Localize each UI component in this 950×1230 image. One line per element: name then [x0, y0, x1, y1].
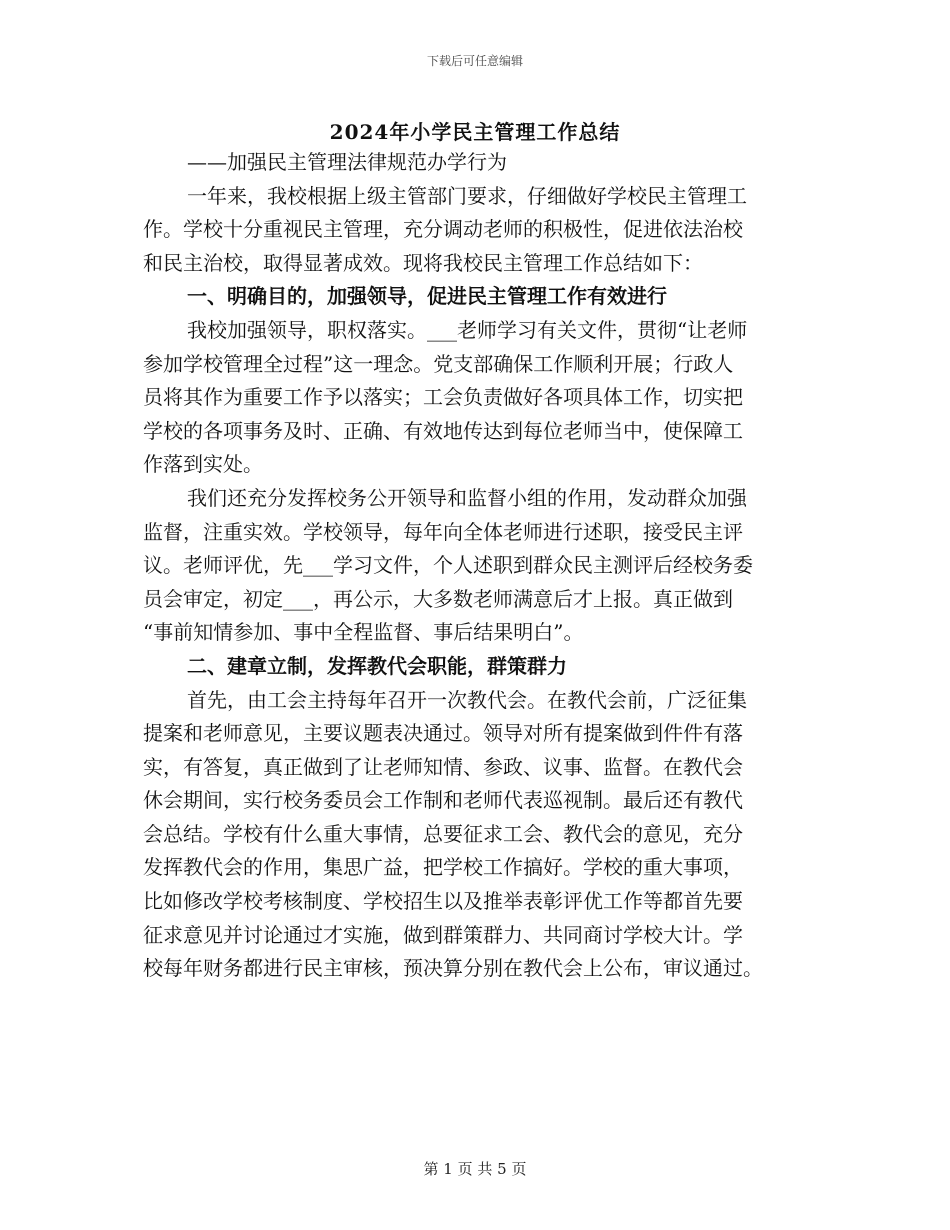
page-footer: 第 1 页 共 5 页: [423, 1160, 527, 1178]
section-heading: 二、建章立制，发挥教代会职能，群策群力: [187, 653, 567, 678]
paragraph-line: 和民主治校，取得显著成效。现将我校民主管理工作总结如下：: [143, 250, 703, 275]
paragraph-line: 我校加强领导，职权落实。___老师学习有关文件，贯彻“让老师: [187, 317, 748, 342]
paragraph-line: 发挥教代会的作用，集思广益，把学校工作搞好。学校的重大事项，: [143, 855, 743, 880]
paragraph-line: 员会审定，初定___，再公示，大多数老师满意后才上报。真正做到: [143, 586, 733, 611]
document-title: 2024年小学民主管理工作总结: [329, 120, 621, 144]
section-heading: 一、明确目的，加强领导，促进民主管理工作有效进行: [187, 284, 667, 309]
paragraph-line: 议。老师评优，先___学习文件，个人述职到群众民主测评后经校务委: [143, 553, 753, 578]
paragraph-line: 员将其作为重要工作予以落实；工会负责做好各项具体工作，切实把: [143, 385, 743, 410]
paragraph-line: 参加学校管理全过程”这一理念。党支部确保工作顺利开展；行政人: [143, 351, 734, 376]
paragraph-line: 一年来，我校根据上级主管部门要求，仔细做好学校民主管理工: [187, 183, 747, 208]
paragraph-line: 作落到实处。: [143, 452, 263, 477]
paragraph-line: 提案和老师意见，主要议题表决通过。领导对所有提案做到件件有落: [143, 721, 743, 746]
paragraph-line: 会总结。学校有什么重大事情，总要征求工会、教代会的意见，充分: [143, 821, 743, 846]
paragraph-line: 比如修改学校考核制度、学校招生以及推举表彰评优工作等都首先要: [143, 889, 743, 914]
header-note: 下载后可任意编辑: [426, 54, 523, 68]
paragraph-line: 校每年财务都进行民主审核，预决算分别在教代会上公布，审议通过。: [143, 956, 763, 981]
paragraph-line: 征求意见并讨论通过才实施，做到群策群力、共同商讨学校大计。学: [143, 922, 743, 947]
paragraph-line: 休会期间，实行校务委员会工作制和老师代表巡视制。最后还有教代: [143, 788, 743, 813]
document-body: [143, 146, 813, 986]
subtitle-line: ——加强民主管理法律规范办学行为: [187, 150, 507, 174]
paragraph-line: 首先，由工会主持每年召开一次教代会。在教代会前，广泛征集: [187, 687, 747, 712]
paragraph-line: 实，有答复，真正做到了让老师知情、参政、议事、监督。在教代会: [143, 754, 743, 779]
paragraph-line: 我们还充分发挥校务公开领导和监督小组的作用，发动群众加强: [187, 485, 747, 510]
paragraph-line: 学校的各项事务及时、正确、有效地传达到每位老师当中，使保障工: [143, 418, 743, 443]
paragraph-line: “事前知情参加、事中全程监督、事后结果明白”。: [143, 620, 584, 645]
paragraph-line: 监督，注重实效。学校领导，每年向全体老师进行述职，接受民主评: [143, 519, 743, 544]
paragraph-line: 作。学校十分重视民主管理，充分调动老师的积极性，促进依法治校: [143, 217, 743, 242]
